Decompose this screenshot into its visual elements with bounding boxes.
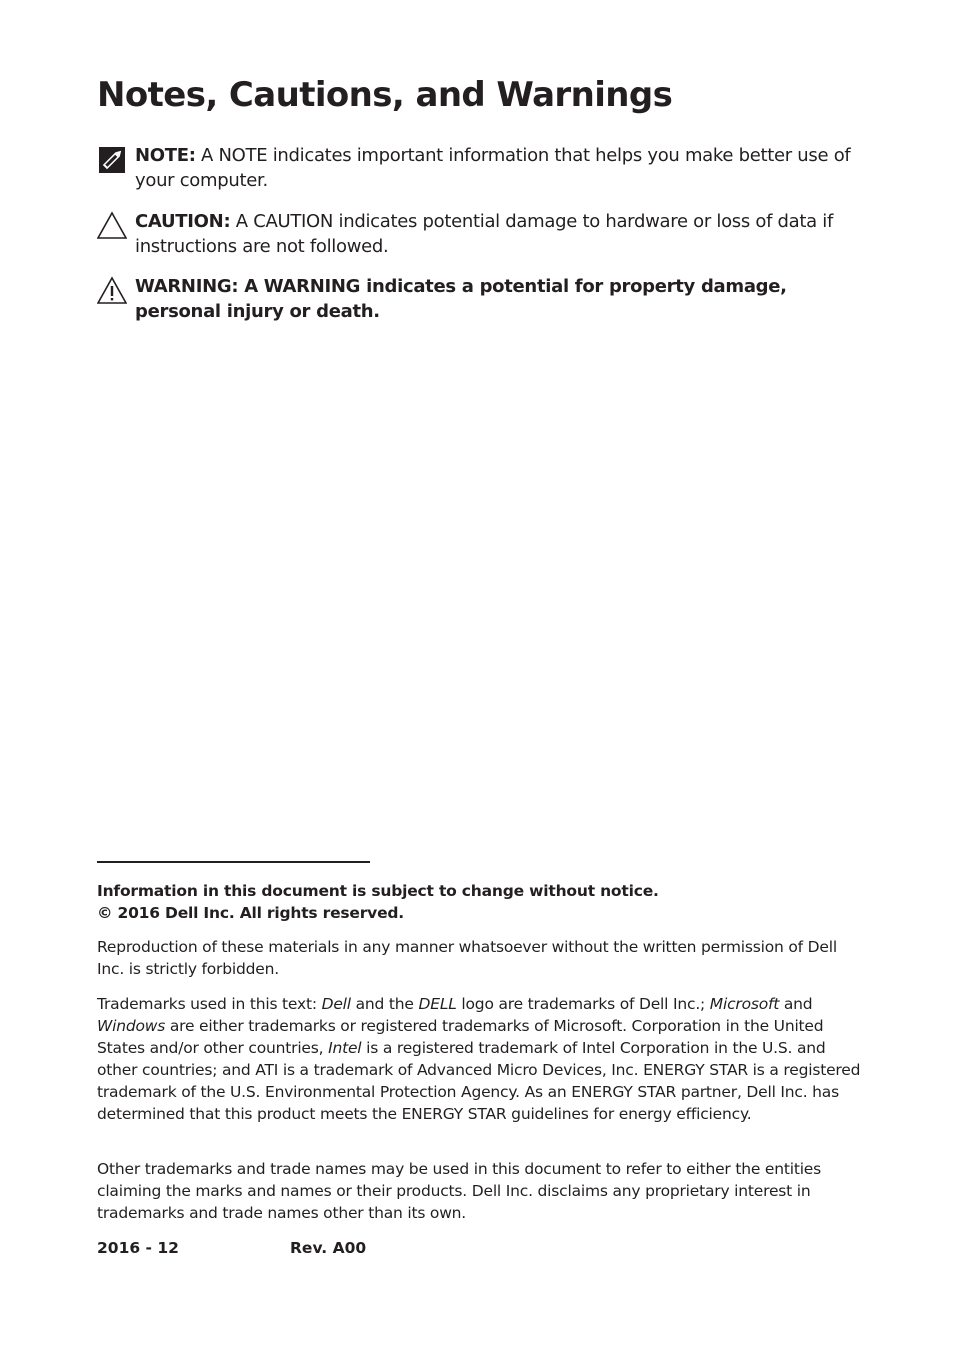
divider-line	[97, 861, 370, 863]
legal-notice	[97, 880, 862, 924]
caution-label: CAUTION:	[135, 211, 231, 232]
warning-notice	[97, 274, 867, 324]
tm-text-4: and	[779, 995, 813, 1013]
copyright: © 2016 Dell Inc. All rights reserved.	[97, 904, 404, 922]
tm-text-6: is a registered trademark of Intel Corporation in the U.S. and other countries; and ATI is a trademark of Advanced Micro Devices, Inc. ENERGY STAR is a registered trademark of the U.S. Environmental Protection Agency. As an ENERGY STAR partner, Dell Inc. has determined that this product meets the ENERGY STAR guidelines for energy efficiency.	[97, 1039, 861, 1123]
footer-revision: Rev. A00	[290, 1239, 367, 1257]
note-pencil-icon	[97, 145, 127, 175]
tm-windows: Windows	[97, 1017, 166, 1035]
tm-dell: Dell	[321, 995, 351, 1013]
trademarks-paragraph	[97, 993, 862, 1125]
caution-text	[135, 209, 867, 259]
warning-text: WARNING: A WARNING indicates a potential for property damage, personal injury or death.	[135, 276, 787, 322]
caution-body: A CAUTION indicates potential damage to hardware or loss of data if instructions are not followed.	[135, 211, 834, 257]
note-label: NOTE:	[135, 145, 196, 166]
warning-triangle-icon	[97, 276, 127, 306]
note-text	[135, 143, 867, 193]
change-notice: Information in this document is subject to change without notice.	[97, 882, 659, 900]
tm-text-1: Trademarks used in this text:	[97, 995, 322, 1013]
note-body: A NOTE indicates important information that helps you make better use of your computer.	[135, 145, 851, 191]
tm-text-2: and the	[350, 995, 419, 1013]
caution-triangle-icon	[97, 211, 127, 241]
reproduction-notice: Reproduction of these materials in any manner whatsoever without the written permission of Dell Inc. is strictly forbidden.	[97, 938, 837, 978]
note-notice	[97, 143, 867, 193]
caution-notice	[97, 209, 867, 259]
tm-text-5: are either trademarks or registered trademarks of Microsoft. Corporation in the United States and/or other countries,	[97, 1017, 824, 1057]
tm-intel: Intel	[328, 1039, 362, 1057]
other-trademarks-paragraph: Other trademarks and trade names may be used in this document to refer to either the entities claiming the marks and names or their products. Dell Inc. disclaims any proprietary interest in trademarks and trade names other than its own.	[97, 1160, 822, 1222]
tm-microsoft: Microsoft	[709, 995, 780, 1013]
tm-dell-logo: DELL	[418, 995, 457, 1013]
footer-date: 2016 - 12	[97, 1239, 179, 1257]
tm-text-3: logo are trademarks of Dell Inc.;	[456, 995, 710, 1013]
page-title: Notes, Cautions, and Warnings	[97, 75, 673, 115]
